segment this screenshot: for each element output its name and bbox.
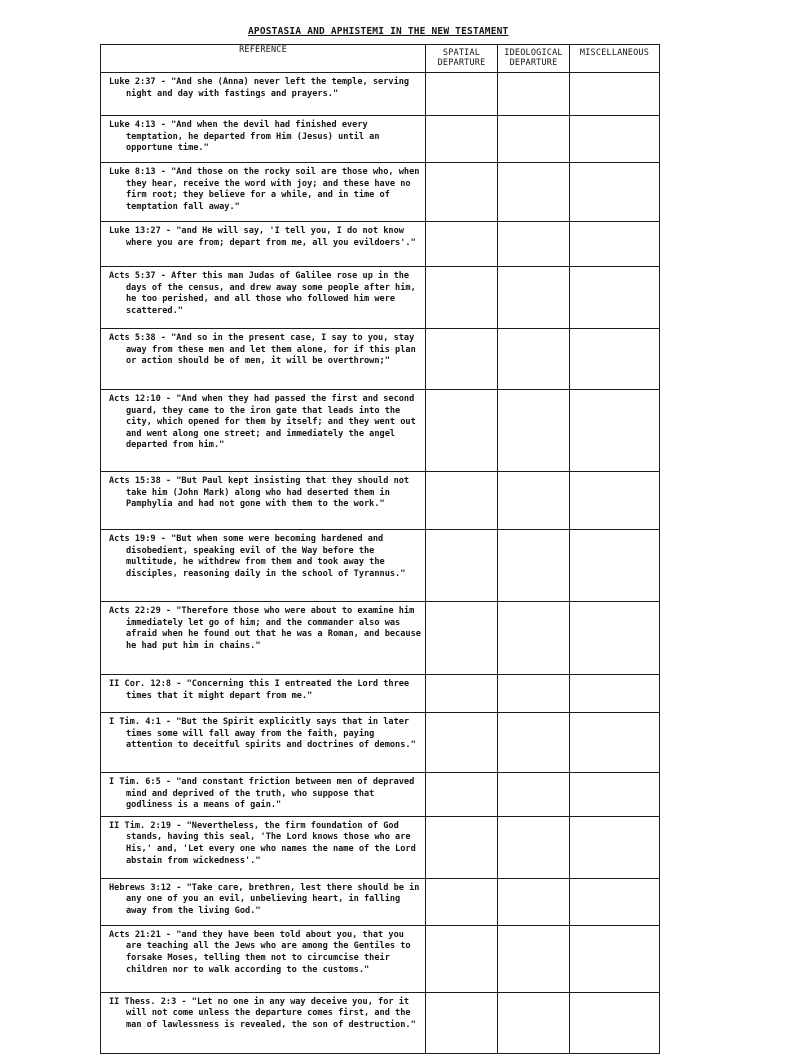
ideological-cell: [498, 602, 570, 675]
reference-text: II Cor. 12:8 - "Concerning this I entreated the Lord three times that it might depart from me.": [109, 679, 410, 701]
reference-text: II Tim. 2:19 - "Nevertheless, the firm foundation of God stands, having this seal, 'The Lord knows those who are His,' and, 'Let every one who names the name of the Lord abstain from wickedness'.": [109, 820, 416, 866]
column-header-misc: [570, 45, 660, 73]
spatial-cell: [426, 163, 498, 222]
table-row: [101, 816, 660, 878]
reference-text: Acts 21:21 - "and they have been told about you, that you are teaching all the Jews who are among the Gentiles to forsake Moses, telling them not to circumcise their children nor to walk according to the customs.": [109, 929, 411, 975]
reference-cell: [101, 713, 426, 773]
misc-cell: [570, 116, 660, 163]
reference-text: Acts 5:38 - "And so in the present case, I say to you, stay away from these men and let them alone, for if this plan or action should be of men, it will be overthrown;": [109, 333, 416, 367]
ideological-cell: [498, 816, 570, 878]
reference-cell: [101, 472, 426, 530]
ideological-cell: [498, 163, 570, 222]
reference-cell: [101, 992, 426, 1053]
spatial-cell: [426, 390, 498, 472]
table-row: [101, 163, 660, 222]
reference-cell: [101, 116, 426, 163]
reference-cell: [101, 329, 426, 390]
table-row: [101, 530, 660, 602]
table-row: [101, 472, 660, 530]
table-row: [101, 222, 660, 267]
reference-cell: [101, 530, 426, 602]
ideological-cell: [498, 925, 570, 992]
misc-cell: [570, 530, 660, 602]
ideological-cell: [498, 675, 570, 713]
misc-cell: [570, 992, 660, 1053]
spatial-cell: [426, 222, 498, 267]
table-row: [101, 925, 660, 992]
reference-cell: [101, 773, 426, 817]
ideological-cell: [498, 472, 570, 530]
misc-cell: [570, 675, 660, 713]
spatial-cell: [426, 816, 498, 878]
table-row: [101, 73, 660, 116]
column-header-spatial: [426, 45, 498, 73]
table-row: [101, 602, 660, 675]
reference-text: Luke 8:13 - "And those on the rocky soil are those who, when they hear, receive the word with joy; and these have no firm root; they believe for a while, and in time of temptation fall away.": [109, 167, 420, 212]
ideological-cell: [498, 329, 570, 390]
misc-cell: [570, 163, 660, 222]
reference-text: I Tim. 6:5 - "and constant friction between men of depraved mind and deprived of the truth, who suppose that godliness is a means of gain.": [109, 777, 415, 811]
misc-cell: [570, 773, 660, 817]
reference-cell: [101, 390, 426, 472]
spatial-cell: [426, 602, 498, 675]
reference-cell: [101, 925, 426, 992]
spatial-cell: [426, 329, 498, 390]
misc-cell: [570, 925, 660, 992]
reference-text: Acts 12:10 - "And when they had passed the first and second guard, they came to the iron gate that leads into the city, which opened for them by itself; and they went out and went along one street; and immediately the angel departed from him.": [109, 394, 416, 451]
spatial-cell: [426, 73, 498, 116]
spatial-cell: [426, 530, 498, 602]
reference-cell: [101, 163, 426, 222]
spatial-cell: [426, 992, 498, 1053]
reference-text: Acts 19:9 - "But when some were becoming hardened and disobedient, speaking evil of the Way before the multitude, he withdrew from them and took away the disciples, reasoning daily in the school of Tyrannus.": [109, 534, 406, 579]
table-row: [101, 773, 660, 817]
reference-table: [100, 44, 660, 1054]
reference-text: Hebrews 3:12 - "Take care, brethren, lest there should be in any one of you an evil, unbelieving heart, in falling away from the living God.": [109, 882, 420, 916]
ideological-cell: [498, 73, 570, 116]
table-row: [101, 329, 660, 390]
reference-text: Acts 15:38 - "But Paul kept insisting that they should not take him (John Mark) along who had deserted them in Pamphylia and had not gone with them to the work.": [109, 476, 410, 510]
column-header-spatial-label: SPATIAL DEPARTURE: [437, 48, 486, 68]
misc-cell: [570, 602, 660, 675]
reference-text: Acts 5:37 - After this man Judas of Galilee rose up in the days of the census, and drew away some people after him, he too perished, and all those who followed him were scattered.": [109, 271, 416, 316]
spatial-cell: [426, 267, 498, 329]
misc-cell: [570, 267, 660, 329]
misc-cell: [570, 472, 660, 530]
ideological-cell: [498, 530, 570, 602]
reference-text: I Tim. 4:1 - "But the Spirit explicitly says that in later times some will fall away from the faith, paying attention to deceitful spirits and doctrines of demons.": [109, 717, 416, 751]
misc-cell: [570, 329, 660, 390]
spatial-cell: [426, 925, 498, 992]
reference-cell: [101, 878, 426, 925]
ideological-cell: [498, 992, 570, 1053]
reference-cell: [101, 602, 426, 675]
ideological-cell: [498, 713, 570, 773]
spatial-cell: [426, 116, 498, 163]
reference-text: Luke 13:27 - "and He will say, 'I tell you, I do not know where you are from; depart from me, all you evildoers'.": [109, 226, 416, 248]
reference-cell: [101, 222, 426, 267]
reference-text: II Thess. 2:3 - "Let no one in any way deceive you, for it will not come unless the departure comes first, and the man of lawlessness is revealed, the son of destruction.": [109, 996, 416, 1030]
ideological-cell: [498, 390, 570, 472]
reference-cell: [101, 267, 426, 329]
misc-cell: [570, 73, 660, 116]
table-row: [101, 878, 660, 925]
reference-text: Luke 2:37 - "And she (Anna) never left the temple, serving night and day with fastings and prayers.": [109, 77, 410, 99]
ideological-cell: [498, 222, 570, 267]
ideological-cell: [498, 267, 570, 329]
column-header-reference: REFERENCE: [101, 45, 426, 73]
misc-cell: [570, 713, 660, 773]
misc-cell: [570, 816, 660, 878]
column-header-misc-label: MISCELLANEOUS: [579, 48, 650, 58]
spatial-cell: [426, 773, 498, 817]
reference-cell: [101, 73, 426, 116]
table-row: [101, 267, 660, 329]
header-row: [101, 45, 660, 73]
spatial-cell: [426, 713, 498, 773]
column-header-ideological: [498, 45, 570, 73]
spatial-cell: [426, 472, 498, 530]
table-row: [101, 390, 660, 472]
misc-cell: [570, 878, 660, 925]
reference-cell: [101, 816, 426, 878]
ideological-cell: [498, 116, 570, 163]
table-row: [101, 713, 660, 773]
table-row: [101, 675, 660, 713]
reference-text: Acts 22:29 - "Therefore those who were about to examine him immediately let go of him; and the commander also was afraid when he found out that he was a Roman, and because he had put him in chains.": [109, 606, 421, 651]
table-row: [101, 992, 660, 1053]
column-header-ideological-label: IDEOLOGICAL DEPARTURE: [504, 48, 563, 68]
ideological-cell: [498, 773, 570, 817]
spatial-cell: [426, 675, 498, 713]
ideological-cell: [498, 878, 570, 925]
table-row: [101, 116, 660, 163]
spatial-cell: [426, 878, 498, 925]
misc-cell: [570, 390, 660, 472]
reference-text: Luke 4:13 - "And when the devil had finished every temptation, he departed from Him (Jesus) until an opportune time.": [109, 120, 380, 154]
misc-cell: [570, 222, 660, 267]
reference-cell: [101, 675, 426, 713]
document-title: APOSTASIA AND APHISTEMI IN THE NEW TESTAMENT: [248, 26, 509, 37]
